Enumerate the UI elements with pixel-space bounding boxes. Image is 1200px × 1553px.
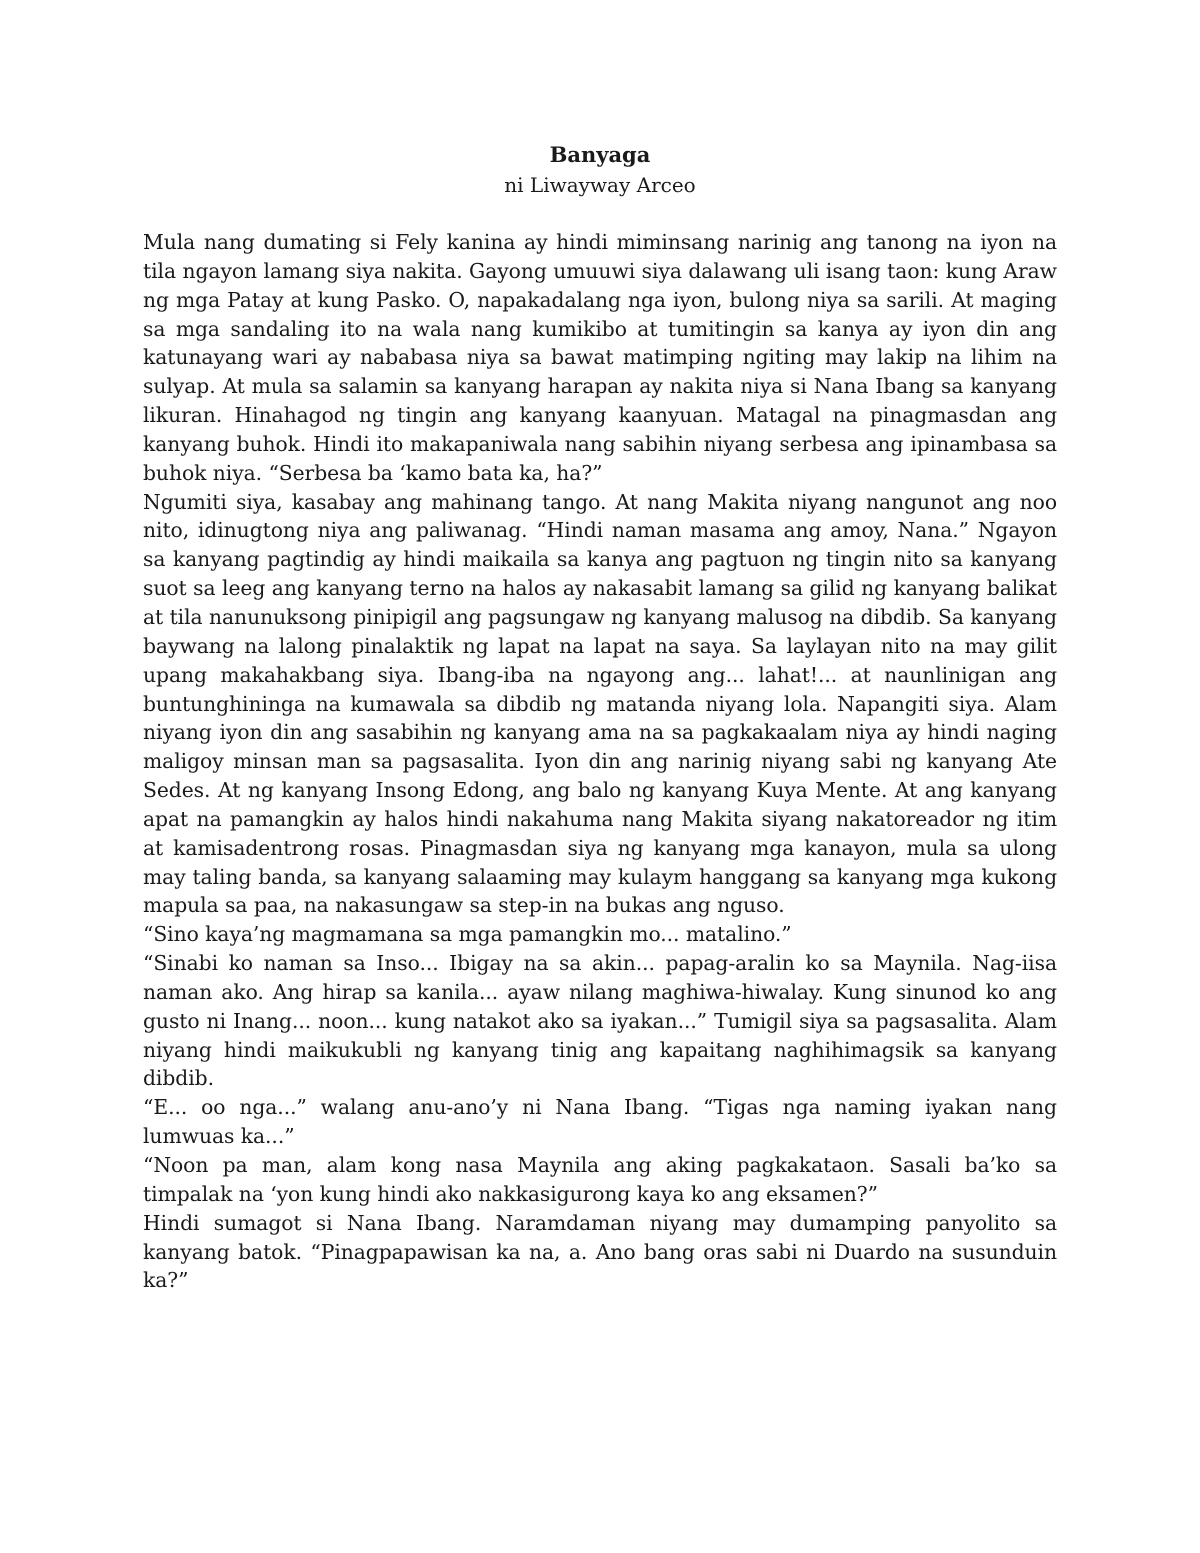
paragraph: Hindi sumagot si Nana Ibang. Naramdaman niyang may dumamping panyolito sa kanyang batok. “Pinagpapawisan ka na, a. Ano bang oras sabi ni Duardo na susunduin ka?”: [143, 1210, 1057, 1293]
paragraph: “Sino kaya’ng magmamana sa mga pamangkin mo... matalino.”: [143, 922, 792, 947]
document-body: [143, 228, 1057, 1295]
document-title: Banyaga: [549, 142, 651, 167]
paragraph: “Noon pa man, alam kong nasa Maynila ang aking pagkakataon. Sasali ba’ko sa timpalak na ‘yon kung hindi ako nakkasigurong kaya ko ang eksamen?”: [143, 1153, 1057, 1206]
paragraph: “Sinabi ko naman sa Inso... Ibigay na sa akin... papag-aralin ko sa Maynila. Nag-iisa naman ako. Ang hirap sa kanila... ayaw nilang maghiwa-hiwalay. Kung sinunod ko ang gusto ni Inang... noon... kung natakot ako sa iyakan...” Tumigil siya sa pagsasalita. Alam niyang hindi maikukubli ng kanyang tinig ang kapaitang naghihimagsik sa kanyang dibdib.: [143, 951, 1057, 1091]
paragraph: “E... oo nga...” walang anu-ano’y ni Nana Ibang. “Tigas nga naming iyakan nang lumwuas ka...”: [143, 1095, 1057, 1149]
paragraph: Ngumiti siya, kasabay ang mahinang tango. At nang Makita niyang nangunot ang noo nito, idinugtong niya ang paliwanag. “Hindi naman masama ang amoy, Nana.” Ngayon sa kanyang pagtindig ay hindi maikaila sa kanya ang pagtuon ng tingin nito sa kanyang suot sa leeg ang kanyang terno na halos ay nakasabit lamang sa gilid ng kanyang balikat at tila nanunuksong pinipigil ang pagsungaw ng kanyang malusog na dibdib. Sa kanyang baywang na lalong pinalaktik ng lapat na lapat na saya. Sa laylayan nito na may gilit upang makahakbang siya. Ibang-iba na ngayong ang... lahat!... at naunlinigan ang buntunghininga na kumawala sa dibdib ng matanda niyang lola. Napangiti siya. Alam niyang iyon din ang sasabihin ng kanyang ama na sa pagkakaalam niya ay hindi naging maligoy minsan man sa pagsasalita. Iyon din ang narinig niyang sabi ng kanyang Ate Sedes. At ng kanyang Insong Edong, ang balo ng kanyang Kuya Mente. At ang kanyang apat na pamangkin ay halos hindi nakahuma nang Makita siyang nakatoreador ng itim at kamisadentrong rosas. Pinagmasdan siya ng kanyang mga kanayon, mula sa ulong may taling banda, sa kanyang salaaming may kulaym hanggang sa kanyang mga kukong mapula sa paa, na nakasungaw sa step-in na bukas ang nguso.: [143, 489, 1057, 918]
paragraph: Mula nang dumating si Fely kanina ay hindi miminsang narinig ang tanong na iyon na tila ngayon lamang siya nakita. Gayong umuuwi siya dalawang uli isang taon: kung Araw ng mga Patay at kung Pasko. O, napakadalang nga iyon, bulong niya sa sarili. At maging sa mga sandaling ito na wala nang kumikibo at tumitingin sa kanya ay iyon din ang katunayang wari ay nababasa niya sa bawat matimping ngiting may lakip na lihim na sulyap. At mula sa salamin sa kanyang harapan ay nakita niya si Nana Ibang sa kanyang likuran. Hinahagod ng tingin ang kanyang kaanyuan. Matagal na pinagmasdan ang kanyang buhok. Hindi ito makapaniwala nang sabihin niyang serbesa ang ipinambasa sa buhok niya. “Serbesa ba ‘kamo bata ka, ha?”: [143, 230, 1057, 485]
document-author: ni Liwayway Arceo: [504, 173, 696, 197]
